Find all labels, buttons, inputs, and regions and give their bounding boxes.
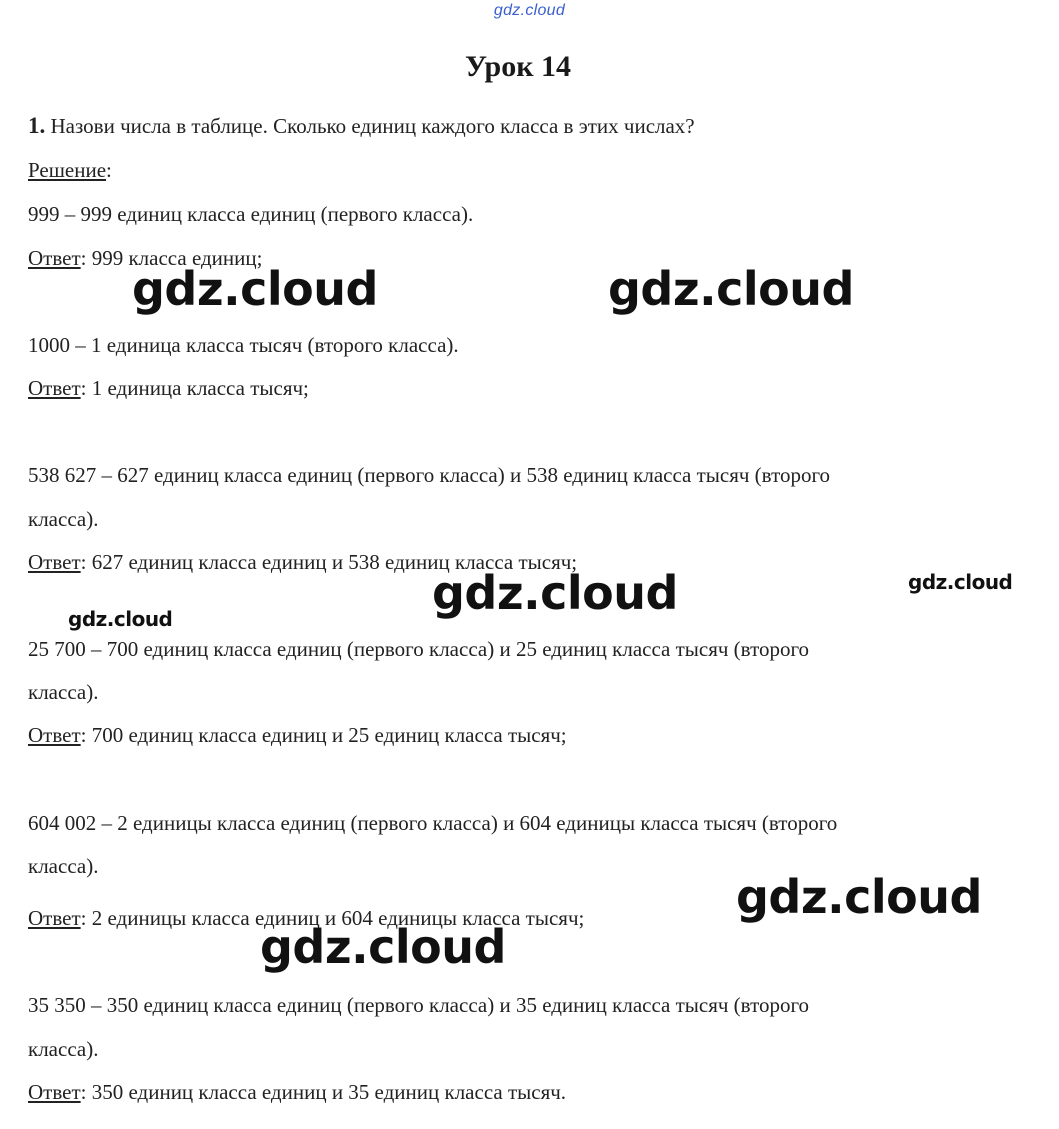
solution-line-continued: класса). [28, 1037, 99, 1061]
watermark: gdz.cloud [132, 262, 378, 316]
answer-text: 350 единиц класса единиц и 35 единиц класса тысяч. [91, 1080, 567, 1104]
solution-line: 25 700 – 700 единиц класса единиц (первого класса) и 25 единиц класса тысяч (второго [28, 637, 810, 661]
answer-line: Ответ: 627 единиц класса единиц и 538 единиц класса тысяч; [28, 550, 578, 574]
answer-text: 627 единиц класса единиц и 538 единиц класса тысяч; [91, 550, 578, 574]
answer-label: Ответ [28, 723, 81, 747]
watermark: gdz.cloud [432, 566, 678, 620]
answer-line: Ответ: 1 единица класса тысяч; [28, 376, 309, 400]
answer-text: 700 единиц класса единиц и 25 единиц класса тысяч; [91, 723, 567, 747]
answer-text: 999 класса единиц; [91, 246, 263, 270]
watermark: gdz.cloud [908, 570, 1013, 594]
solution-line: 1000 – 1 единица класса тысяч (второго класса). [28, 333, 459, 357]
lesson-title: Урок 14 [464, 50, 572, 83]
answer-label: Ответ [28, 246, 81, 270]
solution-line: 538 627 – 627 единиц класса единиц (первого класса) и 538 единиц класса тысяч (второго [28, 463, 831, 487]
watermark: gdz.cloud [68, 607, 173, 631]
task-text: Назови числа в таблице. Сколько единиц каждого класса в этих числах? [50, 114, 695, 138]
answer-label: Ответ [28, 1080, 81, 1104]
solution-line: 604 002 – 2 единицы класса единиц (первого класса) и 604 единицы класса тысяч (второго [28, 811, 838, 835]
watermark: gdz.cloud [260, 920, 506, 974]
top-watermark: gdz.cloud [493, 2, 566, 19]
solution-line-continued: класса). [28, 507, 99, 531]
answer-text: 2 единицы класса единиц и 604 единицы класса тысяч; [91, 906, 585, 930]
watermark: gdz.cloud [736, 870, 982, 924]
answer-line: Ответ: 350 единиц класса единиц и 35 единиц класса тысяч. [28, 1080, 567, 1104]
answer-label: Ответ [28, 906, 81, 930]
task-number: 1. [28, 113, 46, 138]
watermark: gdz.cloud [608, 262, 854, 316]
solution-label: Решение [28, 158, 107, 182]
answer-line: Ответ: 700 единиц класса единиц и 25 единиц класса тысяч; [28, 723, 567, 747]
solution-line: 999 – 999 единиц класса единиц (первого класса). [28, 202, 474, 226]
solution-line: 35 350 – 350 единиц класса единиц (первого класса) и 35 единиц класса тысяч (второго [28, 993, 810, 1017]
answer-line: Ответ: 2 единицы класса единиц и 604 единицы класса тысяч; [28, 906, 585, 930]
solution-line-continued: класса). [28, 854, 99, 878]
answer-label: Ответ [28, 376, 81, 400]
answer-line: Ответ: 999 класса единиц; [28, 246, 263, 270]
solution-line-continued: класса). [28, 680, 99, 704]
solution-heading: Решение: [28, 158, 112, 182]
task-statement [28, 113, 695, 139]
answer-text: 1 единица класса тысяч; [91, 376, 309, 400]
answer-label: Ответ [28, 550, 81, 574]
